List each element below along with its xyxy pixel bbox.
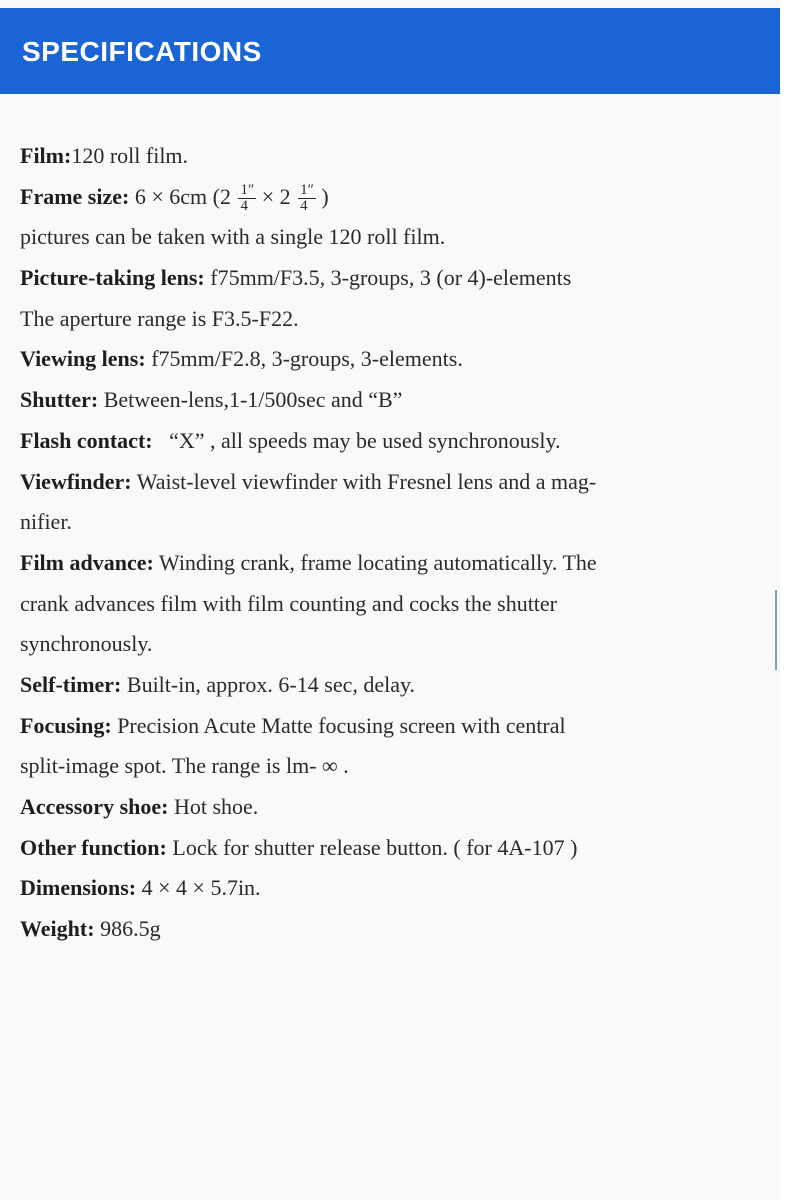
spec-value: Winding crank, frame locating automatically. The — [153, 549, 597, 575]
fraction — [298, 183, 316, 214]
spec-other-function — [20, 828, 720, 869]
spec-value: f75mm/F3.5, 3-groups, 3 (or 4)-elements — [204, 265, 572, 291]
spec-label: Other function: — [20, 834, 167, 860]
fraction-denominator: 4 — [300, 197, 308, 214]
spec-continuation: synchronously. — [20, 631, 153, 657]
spec-label: Focusing: — [20, 712, 112, 738]
spec-label: Dimensions: — [20, 875, 137, 901]
spec-value: 4 × 4 × 5.7in. — [136, 875, 261, 901]
spec-value: 120 roll film. — [71, 143, 189, 168]
fraction-numerator: 1″ — [240, 181, 255, 198]
header-band — [0, 8, 780, 94]
decorative-rule — [775, 590, 777, 670]
spec-continuation: The aperture range is F3.5-F22. — [20, 305, 299, 331]
spec-continuation: nifier. — [20, 509, 72, 535]
spec-flash-contact — [20, 421, 720, 462]
spec-accessory-shoe — [20, 787, 720, 828]
spec-self-timer — [20, 665, 720, 706]
spec-label: Film advance: — [20, 549, 154, 575]
spec-value: 6 × 6cm (2 — [129, 183, 237, 209]
spec-value: Waist-level viewfinder with Fresnel lens and a mag- — [131, 468, 597, 494]
spec-label: Accessory shoe: — [20, 794, 169, 819]
spec-value: Hot shoe. — [168, 794, 259, 819]
spec-film-advance — [20, 543, 720, 584]
spec-film — [20, 136, 720, 177]
spec-value: ) — [315, 183, 329, 209]
spec-value: Built-in, approx. 6-14 sec, delay. — [121, 671, 416, 697]
spec-value: × 2 — [256, 183, 297, 209]
spec-value: Lock for shutter release button. ( for 4A-107 ) — [166, 834, 578, 860]
spec-viewing-lens — [20, 339, 720, 380]
spec-label: Film: — [20, 143, 72, 168]
fraction-numerator: 1″ — [300, 181, 314, 198]
spec-value: Between-lens,1-1/500sec and “B” — [98, 387, 403, 413]
spec-value: “X” , all speeds may be used synchronously. — [152, 427, 561, 453]
spec-shutter — [20, 380, 720, 421]
fraction-denominator: 4 — [240, 197, 248, 214]
spec-label: Viewfinder: — [20, 468, 132, 494]
page-title: SPECIFICATIONS — [22, 36, 262, 67]
spec-focusing — [20, 706, 720, 747]
fraction — [238, 183, 256, 214]
spec-continuation: crank advances film with film counting and cocks the shutter — [20, 590, 558, 616]
page-edge — [780, 0, 800, 1200]
spec-label: Picture-taking lens: — [20, 265, 205, 291]
spec-label: Flash contact: — [20, 427, 153, 453]
spec-label: Shutter: — [20, 387, 99, 413]
spec-label: Self-timer: — [20, 671, 122, 697]
spec-list — [20, 136, 720, 950]
spec-value: f75mm/F2.8, 3-groups, 3-elements. — [145, 346, 463, 372]
spec-label: Weight: — [20, 916, 95, 942]
spec-continuation: pictures can be taken with a single 120 roll film. — [20, 224, 446, 250]
spec-picture-lens — [20, 258, 720, 299]
spec-dimensions — [20, 868, 720, 909]
spec-viewfinder — [20, 462, 720, 503]
spec-value: 986.5g — [94, 916, 161, 942]
spec-label: Frame size: — [20, 183, 130, 209]
spec-continuation: split-image spot. The range is lm- ∞ . — [20, 753, 349, 779]
spec-weight — [20, 909, 720, 950]
spec-value: Precision Acute Matte focusing screen with central — [111, 712, 566, 738]
spec-frame-size — [20, 177, 720, 218]
spec-label: Viewing lens: — [20, 346, 146, 372]
